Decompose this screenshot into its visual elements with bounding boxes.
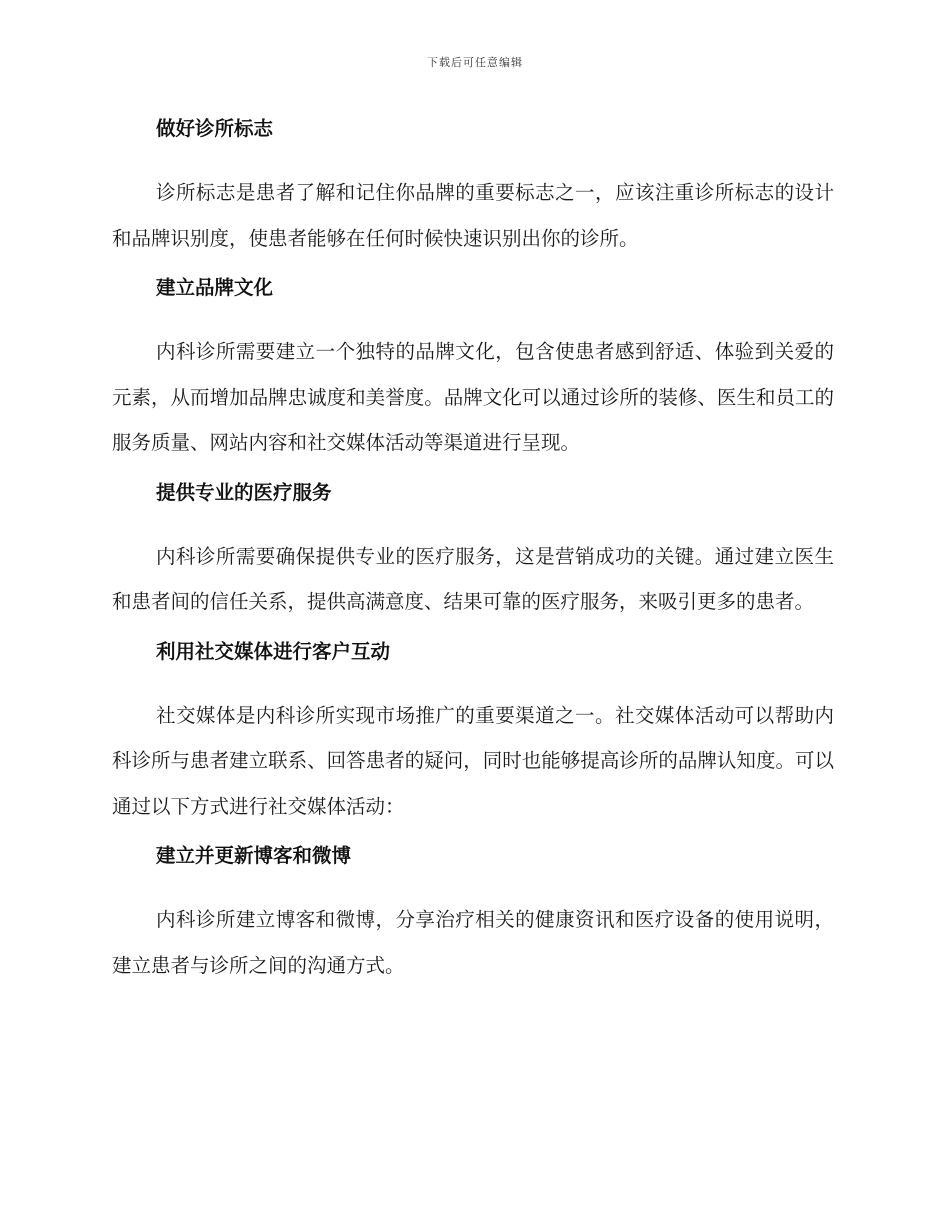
section-heading-clinic-logo: 做好诊所标志 — [156, 117, 274, 140]
page-header-note: 下载后可任意编辑 — [427, 56, 523, 69]
section-heading-brand-culture: 建立品牌文化 — [156, 276, 274, 299]
section-paragraph-brand-culture: 内科诊所需要建立一个独特的品牌文化，包含使患者感到舒适、体验到关爱的元素，从而增加品牌忠诚度和美誉度。品牌文化可以通过诊所的装修、医生和员工的服务质量、网站内容和社交媒体活动等渠道进行呈现。 — [112, 340, 834, 454]
section-heading-social-media: 利用社交媒体进行客户互动 — [156, 639, 391, 663]
section-paragraph-clinic-logo: 诊所标志是患者了解和记住你品牌的重要标志之一，应该注重诊所标志的设计和品牌识别度，使患者能够在任何时候快速识别出你的诊所。 — [112, 181, 834, 250]
section-paragraph-social-media: 社交媒体是内科诊所实现市场推广的重要渠道之一。社交媒体活动可以帮助内科诊所与患者建立联系、回答患者的疑问，同时也能够提高诊所的品牌认知度。可以通过以下方式进行社交媒体活动： — [112, 703, 834, 818]
document-body — [112, 112, 834, 988]
section-heading-blog-weibo: 建立并更新博客和微博 — [156, 844, 352, 867]
section-heading-medical-service: 提供专业的医疗服务 — [156, 480, 332, 504]
section-paragraph-blog-weibo: 内科诊所建立博客和微博，分享治疗相关的健康资讯和医疗设备的使用说明，建立患者与诊所之间的沟通方式。 — [112, 908, 834, 977]
section-paragraph-medical-service: 内科诊所需要确保提供专业的医疗服务，这是营销成功的关键。通过建立医生和患者间的信任关系，提供高满意度、结果可靠的医疗服务，来吸引更多的患者。 — [112, 544, 834, 613]
